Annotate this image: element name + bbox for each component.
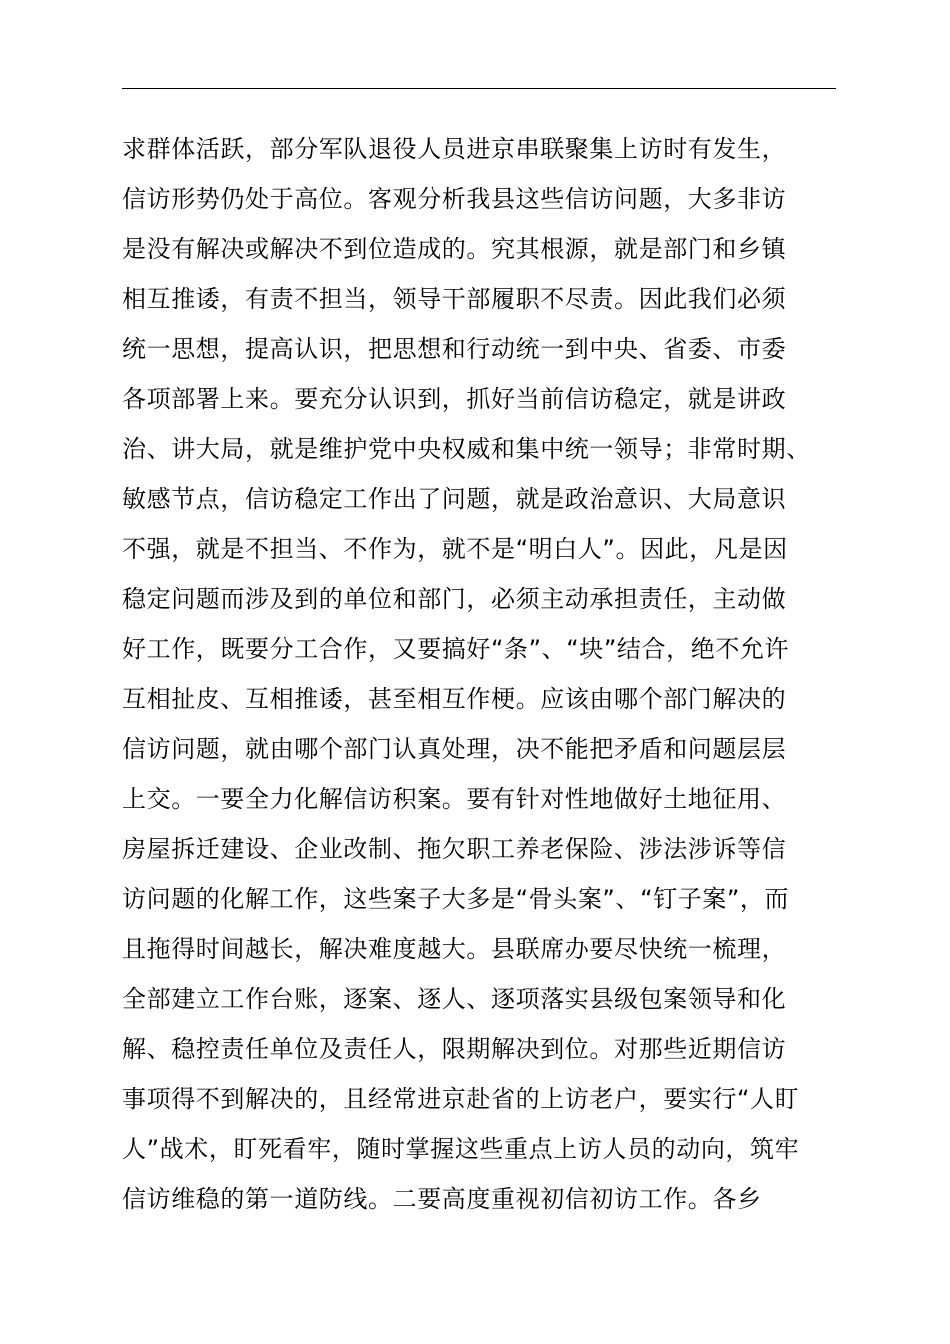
text-line: 各项部署上来。要充分认识到，抓好当前信访稳定，就是讲政 (122, 385, 787, 413)
text-line: 稳定问题而涉及到的单位和部门，必须主动承担责任，主动做 (122, 585, 787, 613)
text-line: 互相扯皮、互相推诿，甚至相互作梗。应该由哪个部门解决的 (122, 685, 787, 713)
text-line: 信访问题，就由哪个部门认真处理，决不能把矛盾和问题层层 (122, 735, 787, 763)
text-line: 好工作，既要分工合作，又要搞好“条”、“块”结合，绝不允许 (122, 635, 790, 663)
body-text (122, 124, 842, 1224)
text-line: 求群体活跃，部分军队退役人员进京串联聚集上访时有发生， (122, 135, 787, 163)
text-line: 人”战术，盯死看牢，随时掌握这些重点上访人员的动向，筑牢 (122, 1135, 800, 1163)
text-line: 解、稳控责任单位及责任人，限期解决到位。对那些近期信访 (122, 1035, 787, 1063)
text-line: 且拖得时间越长，解决难度越大。县联席办要尽快统一梳理， (122, 935, 787, 963)
text-line: 治、讲大局，就是维护党中央权威和集中统一领导；非常时期、 (122, 435, 811, 463)
text-line: 是没有解决或解决不到位造成的。究其根源，就是部门和乡镇 (122, 235, 787, 263)
header-rule (122, 88, 836, 89)
text-line: 相互推诿，有责不担当，领导干部履职不尽责。因此我们必须 (122, 285, 787, 313)
text-line: 信访形势仍处于高位。客观分析我县这些信访问题，大多非访 (122, 185, 787, 213)
text-line: 信访维稳的第一道防线。二要高度重视初信初访工作。各乡 (122, 1185, 762, 1213)
text-line: 不强，就是不担当、不作为，就不是“明白人”。因此，凡是因 (122, 535, 788, 563)
text-line: 全部建立工作台账，逐案、逐人、逐项落实县级包案领导和化 (122, 985, 787, 1013)
text-line: 事项得不到解决的，且经常进京赴省的上访老户，要实行“人盯 (122, 1085, 800, 1113)
text-line: 访问题的化解工作，这些案子大多是“骨头案”、“钉子案”，而 (122, 885, 790, 913)
text-line: 上交。一要全力化解信访积案。要有针对性地做好土地征用、 (122, 785, 787, 813)
text-line: 统一思想，提高认识，把思想和行动统一到中央、省委、市委 (122, 335, 787, 363)
text-line: 敏感节点，信访稳定工作出了问题，就是政治意识、大局意识 (122, 485, 787, 513)
text-line: 房屋拆迁建设、企业改制、拖欠职工养老保险、涉法涉诉等信 (122, 835, 787, 863)
